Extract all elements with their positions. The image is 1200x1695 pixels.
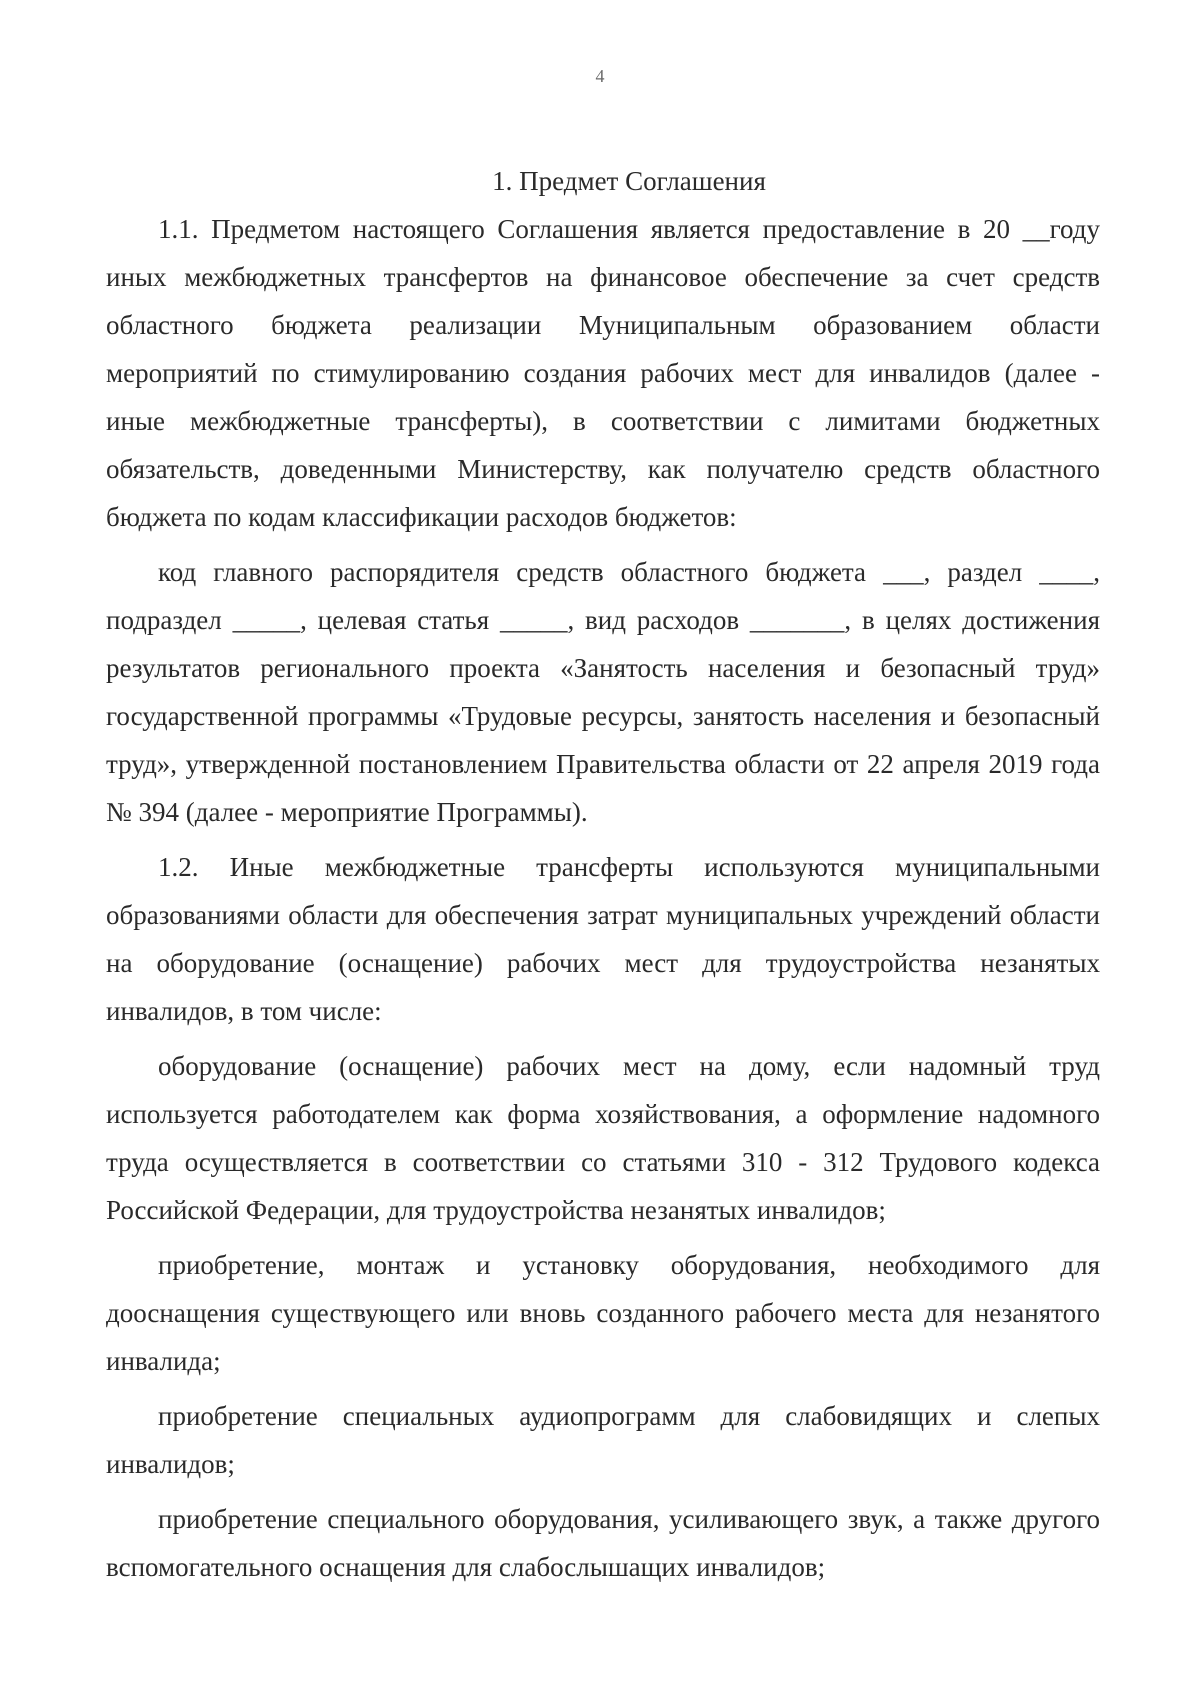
page-number: 4 (595, 66, 605, 86)
paragraph-home-workplaces: оборудование (оснащение) рабочих мест на дому, если надомный труд используется работодателем как форма хозяйствования, а оформление надомного труда осуществляется в соответствии со статьями 310 - 312 Трудового кодекса Российской Федерации, для трудоустройства незанятых инвалидов; (106, 1051, 1100, 1225)
document-body (106, 157, 1100, 1591)
paragraph-1-1: 1.1. Предметом настоящего Соглашения является предоставление в 20 __году иных межбюджетных трансфертов на финансовое обеспечение за счет средств областного бюджета реализации Муниципальным образованием области мероприятий по стимулированию создания рабочих мест для инвалидов (далее - иные межбюджетные трансферты), в соответствии с лимитами бюджетных обязательств, доведенными Министерству, как получателю средств областного бюджета по кодам классификации расходов бюджетов: (106, 214, 1100, 532)
paragraph-equipment-purchase: приобретение, монтаж и установку оборудования, необходимого для дооснащения существующего или вновь созданного рабочего места для незанятого инвалида; (106, 1250, 1100, 1376)
section-title: 1. Предмет Соглашения (492, 166, 766, 196)
paragraph-audio-programs: приобретение специальных аудиопрограмм для слабовидящих и слепых инвалидов; (106, 1401, 1100, 1479)
paragraph-budget-codes: код главного распорядителя средств областного бюджета ___, раздел ____, подраздел _____, целевая статья _____, вид расходов _______, в целях достижения результатов регионального проекта «Занятость населения и безопасный труд» государственной программы «Трудовые ресурсы, занятость населения и безопасный труд», утвержденной постановлением Правительства области от 22 апреля 2019 года № 394 (далее - мероприятие Программы). (106, 557, 1100, 827)
paragraph-sound-equipment: приобретение специального оборудования, усиливающего звук, а также другого вспомогательного оснащения для слабослышащих инвалидов; (106, 1504, 1100, 1582)
paragraph-1-2: 1.2. Иные межбюджетные трансферты используются муниципальными образованиями области для обеспечения затрат муниципальных учреждений области на оборудование (оснащение) рабочих мест для трудоустройства незанятых инвалидов, в том числе: (106, 852, 1100, 1026)
